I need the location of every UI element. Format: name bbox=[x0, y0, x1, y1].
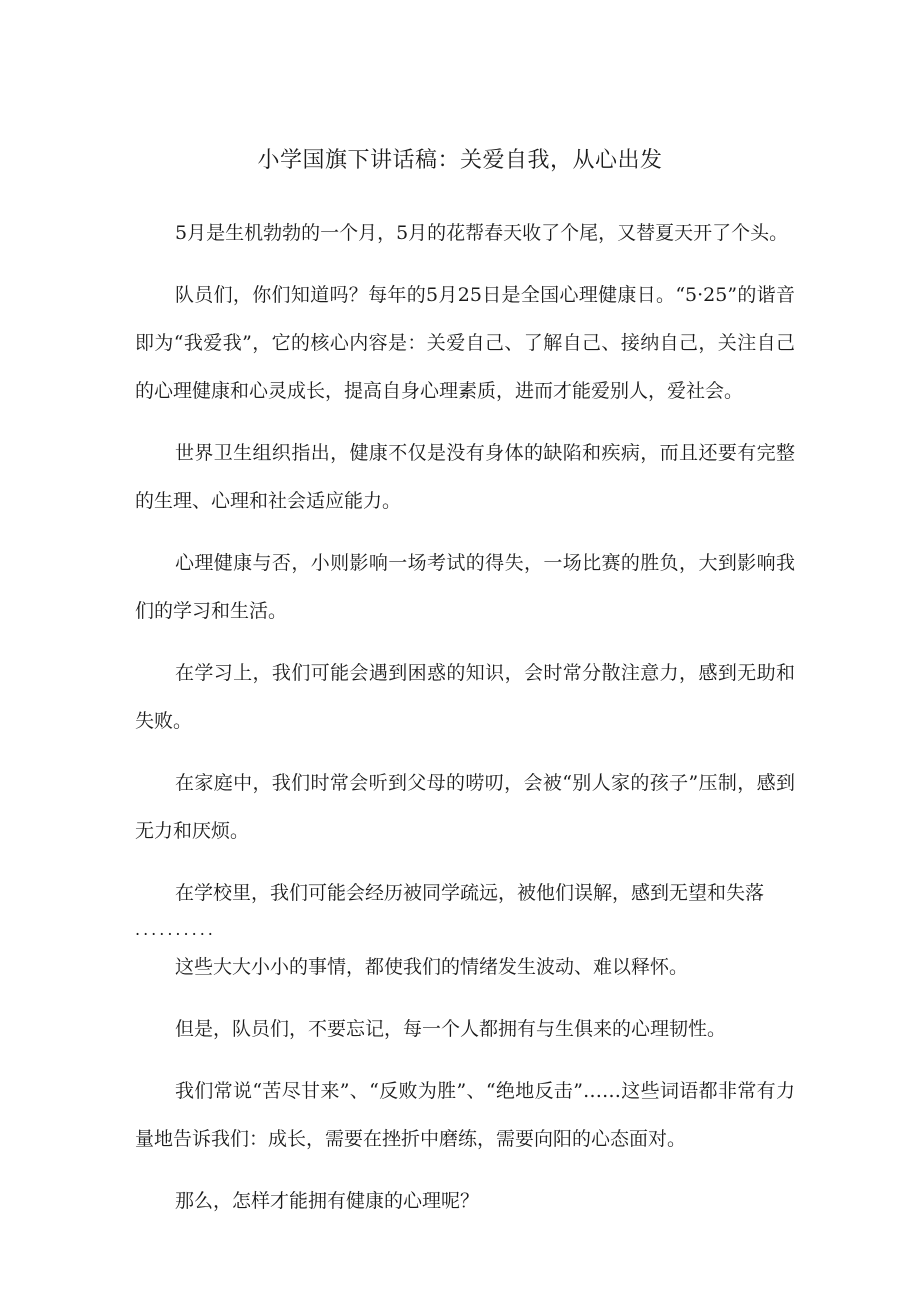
paragraph-8: 这些大大小小的事情，都使我们的情绪发生波动、难以释怀。 bbox=[175, 956, 689, 978]
paragraph-4: 心理健康与否，小则影响一场考试的得失，一场比赛的胜负，大到影响我们的学习和生活。 bbox=[135, 552, 795, 622]
document-body bbox=[135, 209, 795, 1225]
paragraph-5: 在学习上，我们可能会遇到困惑的知识，会时常分散注意力，感到无助和失败。 bbox=[135, 662, 795, 732]
paragraph-11: 那么，怎样才能拥有健康的心理呢？ bbox=[175, 1190, 480, 1212]
page-title: 小学国旗下讲话稿：关爱自我，从心出发 bbox=[257, 148, 663, 173]
paragraph-10: 我们常说“苦尽甘来”、“反败为胜”、“绝地反击”……这些词语都非常有力量地告诉我们：成长，需要在挫折中磨练，需要向阳的心态面对。 bbox=[135, 1080, 795, 1150]
paragraph-2: 队员们，你们知道吗？每年的5月25日是全国心理健康日。“5·25”的谐音即为“我爱我”，它的核心内容是：关爱自己、了解自己、接纳自己，关注自己的心理健康和心灵成长，提高自身心理素质，进而才能爱别人，爱社会。 bbox=[135, 284, 795, 402]
paragraph-9: 但是，队员们，不要忘记，每一个人都拥有与生俱来的心理韧性。 bbox=[175, 1018, 727, 1040]
paragraph-6: 在家庭中，我们时常会听到父母的唠叨，会被“别人家的孩子”压制，感到无力和厌烦。 bbox=[135, 772, 795, 842]
paragraph-7: 在学校里，我们可能会经历被同学疏远，被他们误解，感到无望和失落 bbox=[175, 882, 765, 904]
paragraph-1: 5月是生机勃勃的一个月，5月的花帮春天收了个尾，又替夏天开了个头。 bbox=[175, 222, 789, 244]
ellipsis-line: .......... bbox=[135, 920, 216, 939]
paragraph-3: 世界卫生组织指出，健康不仅是没有身体的缺陷和疾病，而且还要有完整的生理、心理和社会适应能力。 bbox=[135, 442, 795, 512]
